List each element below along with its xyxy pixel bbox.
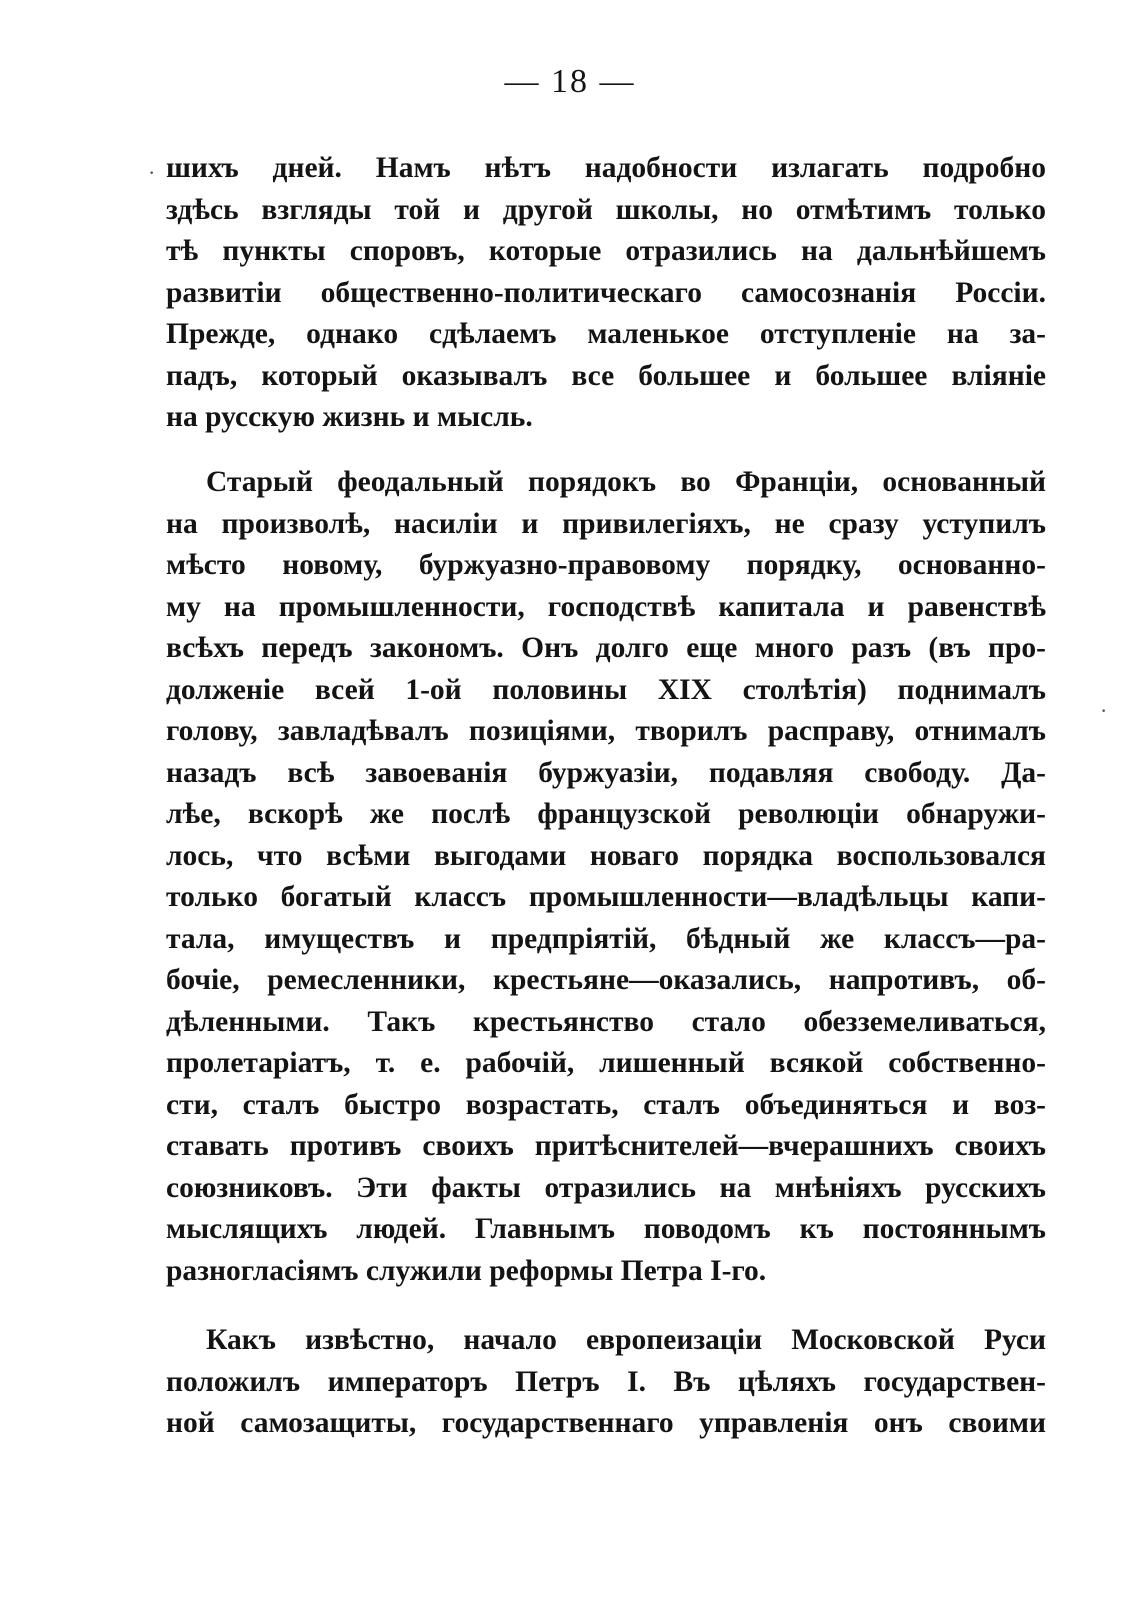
text-line: Какъ извѣстно, начало европеизаціи Московской Руси — [206, 1324, 1046, 1356]
text-line: только богатый классъ промышленности—владѣльцы капи- — [166, 881, 1046, 913]
text-line: шихъ дней. Намъ нѣтъ надобности излагать подробно — [166, 152, 1046, 184]
text-line: мыслящихъ людей. Главнымъ поводомъ къ постояннымъ — [166, 1213, 1046, 1245]
text-line: Прежде, однако сдѣлаемъ маленькое отступленіе на за- — [166, 318, 1046, 350]
paragraph-2 — [166, 462, 1046, 1292]
text-line: пролетаріатъ, т. е. рабочій, лишенный всякой собственно- — [166, 1047, 1046, 1079]
text-line: мѣсто новому, буржуазно-правовому порядку, основанно- — [166, 549, 1046, 581]
text-line: ставать противъ своихъ притѣснителей—вчерашнихъ своихъ — [166, 1130, 1046, 1162]
text-line: дѣленными. Такъ крестьянство стало обезземеливаться, — [166, 1005, 1046, 1038]
text-line: на русскую жизнь и мысль. — [166, 401, 533, 433]
text-line: на произволѣ, насиліи и привилегіяхъ, не сразу уступилъ — [166, 507, 1046, 540]
text-line: разногласіямъ служили реформы Петра I-го. — [166, 1254, 767, 1287]
text-line: голову, завладѣвалъ позиціями, творилъ расправу, отнималъ — [166, 715, 1046, 747]
text-line: всѣхъ передъ закономъ. Онъ долго еще много разъ (въ про- — [166, 632, 1046, 664]
page-number: — 18 — — [504, 63, 636, 100]
text-line: ной самозащиты, государственнаго управленія онъ своими — [166, 1407, 1046, 1439]
text-line: Старый феодальный порядокъ во Франціи, основанный — [206, 466, 1046, 498]
text-line: развитіи общественно-политическаго самосознанія Россіи. — [166, 276, 1046, 309]
text-line: здѣсь взгляды той и другой школы, но отмѣтимъ только — [166, 193, 1046, 226]
text-line: му на промышленности, господствѣ капитала и равенствѣ — [166, 590, 1046, 623]
print-speck: · — [148, 160, 156, 185]
text-line: лѣе, вскорѣ же послѣ французской революціи обнаружи- — [166, 798, 1046, 830]
text-line: сти, сталъ быстро возрастать, сталъ объединяться и воз- — [166, 1088, 1046, 1121]
paragraph-3 — [166, 1320, 1046, 1445]
text-line: тѣ пункты споровъ, которые отразились на дальнѣйшемъ — [166, 235, 1046, 267]
text-line: назадъ всѣ завоеванія буржуазіи, подавляя свободу. Да- — [166, 756, 1046, 789]
text-line: лось, что всѣми выгодами новаго порядка воспользовался — [166, 839, 1046, 872]
text-line: долженіе всей 1-ой половины XIX столѣтія) поднималъ — [166, 673, 1046, 706]
text-line: положилъ императоръ Петръ I. Въ цѣляхъ государствен- — [166, 1365, 1046, 1398]
paragraph-1 — [166, 148, 1046, 439]
text-line: тала, имуществъ и предпріятій, бѣдный же классъ—ра- — [166, 922, 1046, 955]
text-line: падъ, который оказывалъ все большее и большее вліяніе — [166, 359, 1046, 392]
text-line: бочіе, ремесленники, крестьяне—оказались, напротивъ, об- — [166, 964, 1046, 996]
text-line: союзниковъ. Эти факты отразились на мнѣніяхъ русскихъ — [166, 1171, 1046, 1204]
print-speck: · — [1100, 698, 1108, 723]
